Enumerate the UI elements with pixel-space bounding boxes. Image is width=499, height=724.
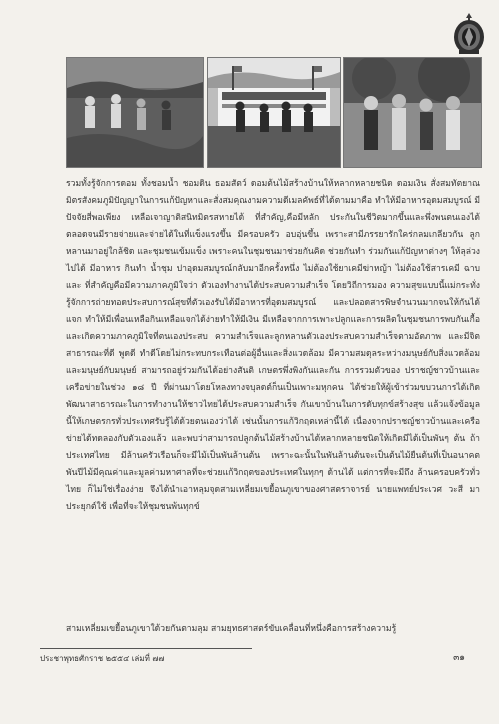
photo-stage-ceremony [207, 57, 341, 168]
photo-field-group [66, 57, 204, 168]
photo-group-outdoors [343, 57, 482, 168]
body-paragraph: รวมทั้งรู้จักการดอม ทั้งชอมน้ำ ชอมดิน ธอมสัตว์ ดอมต้นไม้สร้างบ้านให้หลากหลายชนิด ดอมเงิน สั่งสมทัตยาณมิตรสังคมภูมิปัญญาในการแก้ปัญหาและสั่งสมคุณงามความดีเมลคัพธ์ที่ได้ตามมาคือ ทำให้มีอาหารอุดมสมบูรณ์ มีปัจจัยสี่พอเพียง เหลือเจาญาติสนิทมิตรสหายได้ ที่สำคัญ,คือมีหลัก ประกันในชีวิตมากขึ้นและพึ่งพนตนเองได้ ตลอดจนมีรายจ่ายและจ่ายได้ในที่แข็งแรงขึ้น มีครอบครัว อบอุ่นขึ้น เพราะสามีภรรยารักใคร่กลมเกลียวกัน ลูกหลานมาอยู่ใกล้ชิด และชุมชนเข้มแข็ง เพราะคนในชุมชนมาช่วยกันคิด ช่วยกันทำ ร่วมกันแก้ปัญหาต่างๆ ให้ลุล่วงไปได้ มีอาหาร กินทำ น้ำชุม ปาอุดมสมบูรณ์กลับมาอีกครั้งหนึ่ง ไม่ต้องใช้ยาเคมีฆ่าหญ้า ไม่ต้องใช้สารเคมี ฉาบและ ที่สำคัญคือมีความภาคภูมิใจว่า ตัวเองทำงานได้ประสบความสำเร็จ โดยวิถีการมอง ความสุขแบบนี้แม่กระทั่งรู้จักการถ่ายทอดประสบการณ์สุขที่ตัวเองรับได้มีอาหารที่อุดมสมบูรณ์ และปลอดสารพิษจำนวนมากจนให้กันได้แจก ทำให้มีเพื่อนเหลือกินเหลือแจกได้ง่ายทำให้มีเงิน มีเหลือจากการเพาะปลูกและการผลิตในชุมชนการพบกันเกื้อ และเกิดความภาคภูมิใจที่ตนเองประสบ ความสำเร็จและลูกหลานตัวเองประสบความสำเร็จตามอัตภาพ และมีจิตสาธารณะที่ดี พูดดี ทำดีโดยไม่กระทบกระเทือนต่อผู้อื่นและสิ่งแวดล้อม มีความสมดุลระหว่างมนุษย์กับสิ่งแวดล้อม และมนุษย์กับมนุษย์ สามารถอยู่ร่วมกันได้อย่างสันติ เกษตรพึ่งพิงกันและกัน การรวมตัวของ ปราชญ์ชาวบ้านและเครือข่ายในช่วง ๑๘ ปี ที่ผ่านมาโดยโหลงทางจบุลดต์ก็นเป็นเพาะมหุกคน ได้ช่วยให้ผู้เข้าร่วมขบวนการได้เกิดพัฒนาสาธารณะในการทำงานให้ชาวไทยได้ประสบความสำเร็จ กันเขาบ้านในการดับทุกข์สร้างสุข แล้วแจ้งข้อมูลนี้ให้เกษตรกรทั่วประเทศรับรู้ได้ด้วยตนเองว่าได้ เช่นนั้นการแก้วิกฤตเหล่านี้ได้ เนื่องจากปราชญ์ชาวบ้านและเครือข่ายได้ทดลองกับตัวเองแล้ว และพบว่าสามารถปลูกต้นไม้สร้างบ้านได้หลากหลายชนิดให้เกิดมีได้เป็นพันๆ ต้น ถ้าประเทศไทย มีล้านครัวเรือนก็จะมีไม้เป็นพันล้านต้น เพราะฉะนั้นในพันล้านต้นจะเป็นต้นไม้ยืนต้นที่เป็นอนาคต พันปีไม้มีคุณค่าและมูลค่ามหาศาลที่จะช่วยแก้วิกฤตของประเทศในทุกๆ ด้านได้ แต่การที่จะมีถึง ล้านครอบครัวทั่วไทย ก็ไม่ใช่เรื่องง่าย จึงได้นำเอาหลุมจุดสามเหลี่ยมเขยื้อนภูเขาของศาสตราจารย์ นายแพทย์ประเวศ วะสี มาประยุกต์ใช้ เพื่อที่จะให้ชุมชนพ้นทุกข์ [66, 179, 480, 512]
footer-publication: ประชาพุทธศักราช ๒๕๕๔ เล่มที่ ๗๗ [40, 654, 165, 663]
page-number: ๓๑ [453, 653, 465, 663]
royal-emblem-icon [451, 12, 487, 56]
closing-line: สามเหลี่ยมเขยื้อนภูเขาใด้วยกันตามลุม สามยุทธศาสตร์ขับเคลื่อนที่หนึ่งคือการสร้างความรู้ [66, 624, 397, 634]
footer-divider [40, 648, 252, 649]
article-body [66, 176, 480, 516]
